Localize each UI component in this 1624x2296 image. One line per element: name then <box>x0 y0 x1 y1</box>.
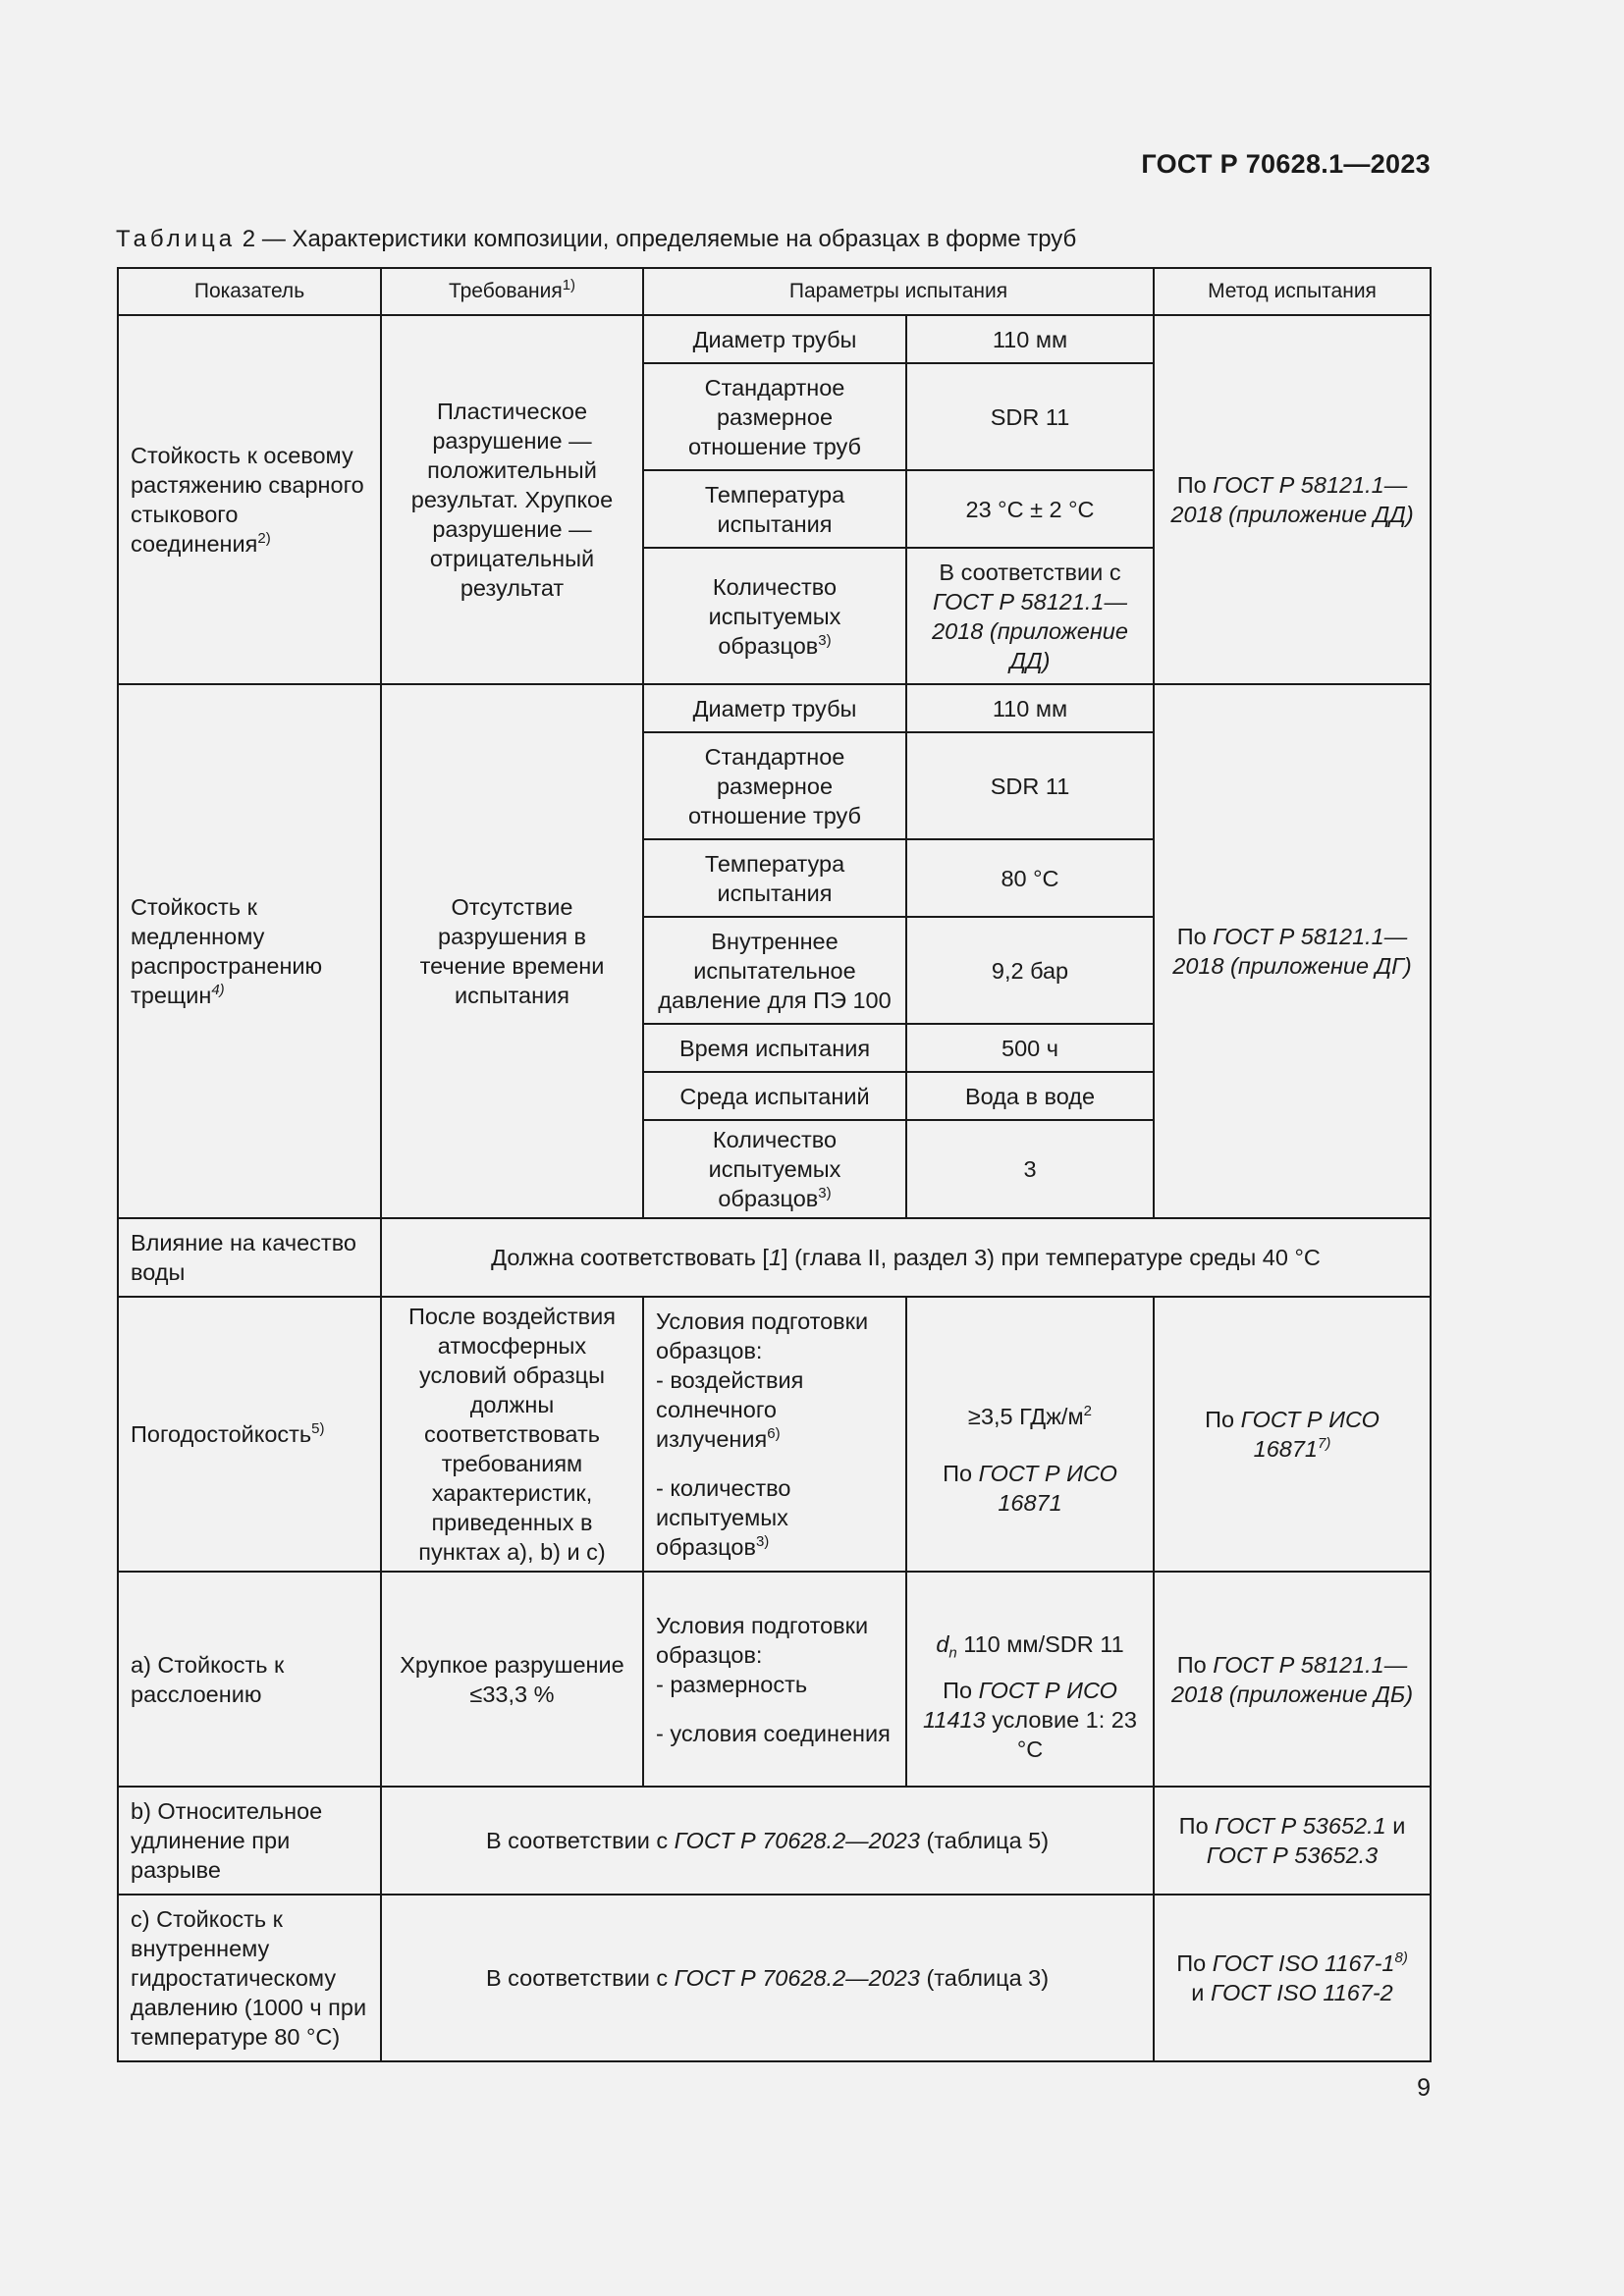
table-header-row <box>118 268 1431 315</box>
param-value-prefix: В соответствии с <box>939 559 1121 585</box>
footnote-ref: 3) <box>818 631 832 649</box>
requirement-ref: ГОСТ Р 70628.2—2023 <box>674 1828 920 1853</box>
footnote-ref: 2) <box>257 530 271 548</box>
method-ref: ГОСТ Р 53652.3 <box>1206 1842 1379 1868</box>
param-name-cell: Среда испытаний <box>643 1072 906 1120</box>
param-value-cell: SDR 11 <box>906 732 1154 839</box>
param-value-cell: 23 °С ± 2 °С <box>906 470 1154 548</box>
footnote-ref: 4) <box>211 982 225 999</box>
caption-text: — Характеристики композиции, определяемые на образцах в форме труб <box>261 226 1077 252</box>
param-line: Условия подготовки образцов: <box>656 1308 869 1363</box>
method-ref: ГОСТ Р 53652.1 <box>1215 1813 1386 1839</box>
caption-prefix: Таблица <box>116 226 237 252</box>
param-value-cell: Вода в воде <box>906 1072 1154 1120</box>
param-name-cell: Температура испытания <box>643 839 906 917</box>
merged-requirement-cell <box>381 1787 1154 1895</box>
indicator-cell: b) Относительное удлинение при разрыве <box>118 1787 381 1895</box>
col-header-params: Параметры испытания <box>643 268 1154 315</box>
method-prefix: По <box>1178 1813 1209 1839</box>
param-value-cell: SDR 11 <box>906 363 1154 470</box>
param-name-cell <box>643 548 906 684</box>
indicator-cell: Влияние на качество воды <box>118 1218 381 1297</box>
table-row <box>118 1297 1431 1572</box>
param-value-ref: ГОСТ Р ИСО 11413 <box>923 1678 1117 1734</box>
method-ref: ГОСТ Р 58121.1—2018 (приложение ДД) <box>1170 472 1414 527</box>
footnote-ref: 8) <box>1394 1949 1408 1967</box>
requirement-text-a: Должна соответствовать [ <box>491 1245 769 1270</box>
param-line: - условия соединения <box>656 1720 891 1746</box>
merged-requirement-cell <box>381 1218 1431 1297</box>
param-line-text: - воздействия солнечного излучения <box>656 1367 804 1452</box>
param-name-cell <box>643 1297 906 1572</box>
param-line <box>656 1365 893 1454</box>
indicator-text: Стойкость к медленному распространению трещин <box>131 894 323 1008</box>
method-prefix: По <box>1205 1407 1235 1432</box>
param-value-cell <box>906 548 1154 684</box>
indicator-cell <box>118 684 381 1218</box>
method-prefix: По <box>1176 472 1207 498</box>
param-value-cell: 500 ч <box>906 1024 1154 1072</box>
footnote-ref: 3) <box>818 1185 832 1202</box>
col-header-requirements-label: Требования <box>448 280 563 302</box>
param-value-ref: ГОСТ Р ИСО 16871 <box>978 1461 1117 1516</box>
param-line <box>656 1473 893 1562</box>
characteristics-table <box>117 267 1432 2062</box>
param-value-cell <box>906 1572 1154 1787</box>
param-value-cell: 3 <box>906 1120 1154 1218</box>
document-standard-header: ГОСТ Р 70628.1—2023 <box>1141 149 1431 179</box>
method-ref: ГОСТ ISO 1167-1 <box>1212 1950 1395 1976</box>
param-line: Условия подготовки образцов: <box>656 1612 869 1668</box>
param-value-prefix: По <box>943 1678 973 1704</box>
method-ref: ГОСТ Р ИСО 16871 <box>1240 1407 1380 1462</box>
requirement-text-b: ] (глава II, раздел 3) при температуре среды 40 °С <box>782 1245 1321 1270</box>
param-name-cell: Стандартное размерное отношение труб <box>643 732 906 839</box>
footnote-ref: 3) <box>755 1533 770 1551</box>
param-name-cell: Температура испытания <box>643 470 906 548</box>
requirement-cell: После воздействия атмосферных условий образцы должны соответствовать требованиям характеристик, приведенных в пунктах а), b) и с) <box>381 1297 643 1572</box>
requirement-text-a: В соответствии с <box>485 1828 669 1853</box>
method-prefix: По <box>1176 924 1207 949</box>
param-line: - размерность <box>656 1671 808 1697</box>
param-value-prefix: По <box>943 1461 973 1486</box>
method-cell <box>1154 1787 1431 1895</box>
requirement-cell: Пластическое разрушение — положительный результат. Хрупкое разрушение — отрицательный результат <box>381 315 643 684</box>
param-name-text: Количество испытуемых образцов <box>708 573 841 659</box>
param-value-cell: 110 мм <box>906 684 1154 732</box>
diameter-symbol: d <box>936 1630 949 1657</box>
table-row <box>118 1218 1431 1297</box>
method-cell <box>1154 315 1431 684</box>
param-value-cell <box>906 1297 1154 1572</box>
table-row <box>118 1895 1431 2061</box>
requirement-text-a: В соответствии с <box>485 1965 669 1991</box>
param-name-text: Количество испытуемых образцов <box>708 1127 841 1211</box>
method-prefix: По <box>1176 1950 1207 1976</box>
diameter-subscript: n <box>948 1644 957 1662</box>
param-name-cell: Диаметр трубы <box>643 315 906 363</box>
table-row <box>118 1787 1431 1895</box>
param-value-cell: 9,2 бар <box>906 917 1154 1024</box>
indicator-text: Стойкость к осевому растяжению сварного стыкового соединения <box>131 443 364 557</box>
param-value-line <box>919 1676 1141 1764</box>
table-row <box>118 315 1431 363</box>
method-joiner: и <box>1392 1813 1406 1839</box>
table-row <box>118 684 1431 732</box>
param-name-cell <box>643 1572 906 1787</box>
param-value-text: ≥3,5 ГДж/м <box>968 1404 1084 1429</box>
param-value-ref: ГОСТ Р 58121.1—2018 (приложение ДД) <box>932 588 1128 673</box>
requirement-ref: ГОСТ Р 70628.2—2023 <box>674 1965 920 1991</box>
param-name-cell: Диаметр трубы <box>643 684 906 732</box>
reference-number: 1 <box>768 1245 783 1270</box>
param-name-cell <box>643 1120 906 1218</box>
caption-number: 2 <box>242 226 256 252</box>
method-cell <box>1154 684 1431 1218</box>
footnote-ref: 5) <box>311 1420 325 1438</box>
method-joiner: и <box>1191 1980 1205 2005</box>
param-value-text: 110 мм/SDR 11 <box>963 1630 1124 1657</box>
requirement-text-c: (таблица 5) <box>926 1828 1050 1853</box>
requirement-cell: Отсутствие разрушения в течение времени испытания <box>381 684 643 1218</box>
indicator-text: Погодостойкость <box>131 1421 312 1447</box>
param-value-line <box>919 1459 1141 1518</box>
indicator-cell <box>118 315 381 684</box>
param-line-text: - количество испытуемых образцов <box>656 1475 791 1560</box>
footnote-ref: 7) <box>1318 1435 1331 1453</box>
footnote-ref: 6) <box>767 1425 781 1443</box>
param-value-line <box>919 1629 1141 1669</box>
method-ref: ГОСТ ISO 1167-2 <box>1210 1980 1393 2005</box>
table-row <box>118 1572 1431 1787</box>
method-ref: ГОСТ Р 58121.1—2018 (приложение ДБ) <box>1171 1651 1414 1707</box>
param-value-text: условие 1: 23 °С <box>992 1707 1137 1763</box>
requirement-text-c: (таблица 3) <box>926 1965 1050 1991</box>
table-caption <box>116 226 1076 253</box>
method-cell <box>1154 1895 1431 2061</box>
indicator-cell: а) Стойкость к расслоению <box>118 1572 381 1787</box>
param-value-cell: 80 °С <box>906 839 1154 917</box>
method-cell <box>1154 1572 1431 1787</box>
col-header-method: Метод испытания <box>1154 268 1431 315</box>
indicator-cell: с) Стойкость к внутреннему гидростатическому давлению (1000 ч при температуре 80 °С) <box>118 1895 381 2061</box>
superscript: 2 <box>1083 1403 1092 1420</box>
col-header-requirements <box>381 268 643 315</box>
param-value-line <box>919 1402 1141 1431</box>
col-header-indicator: Показатель <box>118 268 381 315</box>
param-name-cell: Время испытания <box>643 1024 906 1072</box>
indicator-cell <box>118 1297 381 1572</box>
page-number: 9 <box>1417 2074 1431 2102</box>
merged-requirement-cell <box>381 1895 1154 2061</box>
param-name-cell: Стандартное размерное отношение труб <box>643 363 906 470</box>
method-prefix: По <box>1176 1651 1207 1678</box>
footnote-ref: 1) <box>562 277 576 294</box>
method-cell <box>1154 1297 1431 1572</box>
param-value-cell: 110 мм <box>906 315 1154 363</box>
param-name-cell: Внутреннее испытательное давление для ПЭ 100 <box>643 917 906 1024</box>
method-ref: ГОСТ Р 58121.1—2018 (приложение ДГ) <box>1172 924 1412 979</box>
requirement-cell: Хрупкое разрушение ≤33,3 % <box>381 1572 643 1787</box>
